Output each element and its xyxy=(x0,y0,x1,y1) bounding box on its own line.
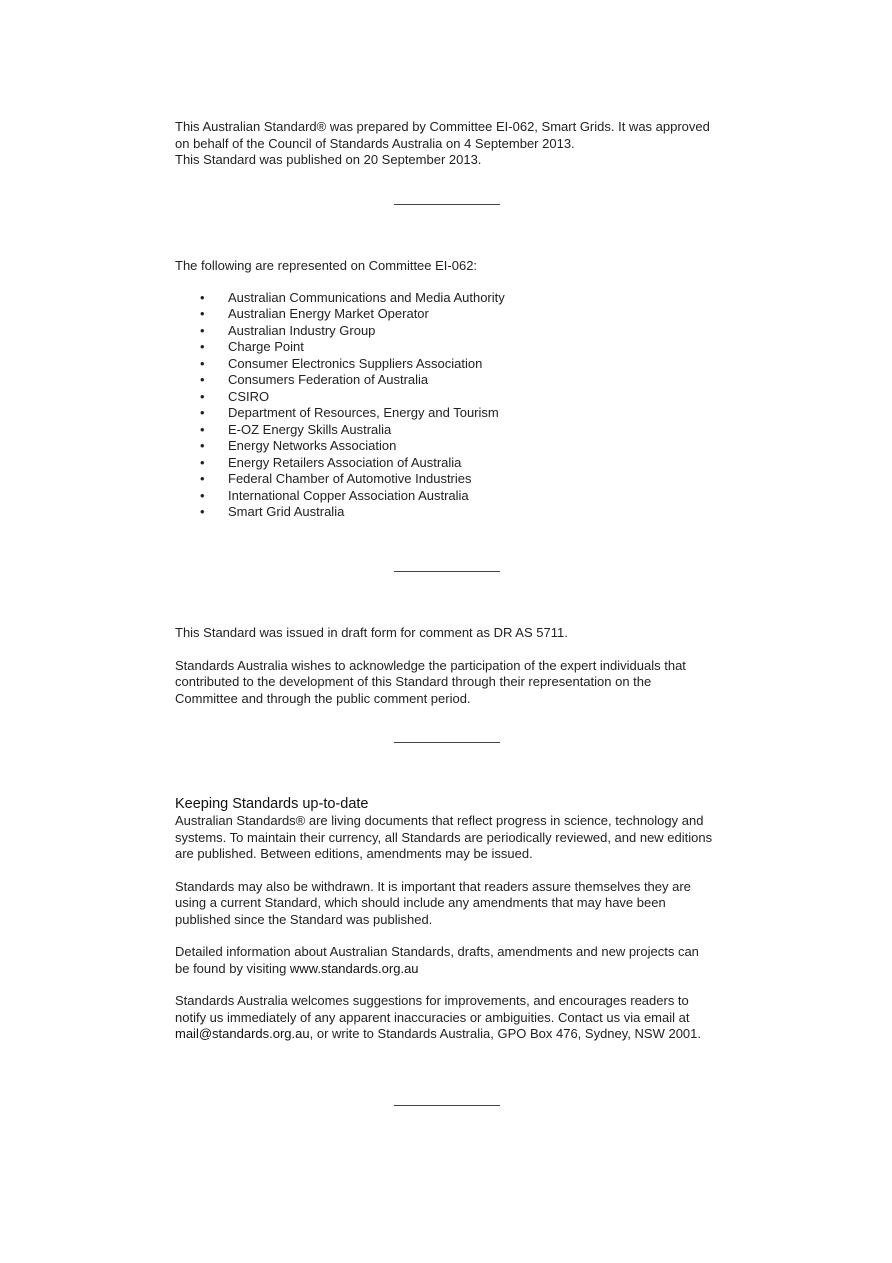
bullet-icon: • xyxy=(200,504,205,519)
section-heading: Keeping Standards up-to-date xyxy=(175,796,369,812)
committee-member-name: Federal Chamber of Automotive Industries xyxy=(228,471,472,486)
section-divider xyxy=(394,204,500,205)
committee-member-name: Smart Grid Australia xyxy=(228,504,345,519)
publication-line: This Standard was published on 20 September 2013. xyxy=(175,152,482,167)
committee-member-item xyxy=(175,290,735,307)
paragraph-line: systems. To maintain their currency, all Standards are periodically reviewed, and new editions xyxy=(175,829,713,845)
bullet-icon: • xyxy=(200,438,205,453)
committee-member-name: Charge Point xyxy=(228,339,304,354)
committee-member-list xyxy=(175,290,735,521)
committee-member-name: Australian Communications and Media Authority xyxy=(228,289,505,305)
paragraph-line: Detailed information about Australian Standards, drafts, amendments and new projects can xyxy=(175,944,699,959)
approval-line: on behalf of the Council of Standards Australia on 4 September 2013. xyxy=(175,135,575,151)
paragraph-line xyxy=(175,1026,735,1043)
paragraph-line: are published. Between editions, amendments may be issued. xyxy=(175,846,533,861)
committee-member-name: Australian Energy Market Operator xyxy=(228,306,429,321)
committee-member-name: CSIRO xyxy=(228,388,270,404)
committee-member-name: Consumers Federation of Australia xyxy=(228,372,429,387)
bullet-icon: • xyxy=(200,339,205,354)
bullet-icon: • xyxy=(200,388,205,404)
committee-member-name: Department of Resources, Energy and Tourism xyxy=(228,405,499,420)
bullet-icon: • xyxy=(200,405,205,420)
committee-member-item xyxy=(175,504,735,521)
paragraph-line: published since the Standard was published. xyxy=(175,911,433,927)
paragraph-line: Standards may also be withdrawn. It is important that readers assure themselves they are xyxy=(175,878,691,894)
committee-member-item xyxy=(175,306,735,323)
bullet-icon: • xyxy=(200,322,205,338)
bullet-icon: • xyxy=(200,355,205,371)
committee-member-name: Energy Networks Association xyxy=(228,438,397,453)
committee-member-name: Australian Industry Group xyxy=(228,322,376,338)
bullet-icon: • xyxy=(200,471,205,486)
section-divider xyxy=(394,1105,500,1106)
committee-member-item xyxy=(175,471,735,488)
committee-section xyxy=(175,258,735,521)
paragraph-line: notify us immediately of any apparent inaccuracies or ambiguities. Contact us via email at xyxy=(175,1009,690,1025)
bullet-icon: • xyxy=(200,487,205,503)
committee-member-item xyxy=(175,323,735,340)
bullet-icon: • xyxy=(200,372,205,387)
committee-intro: The following are represented on Committee EI-062: xyxy=(175,258,478,273)
committee-member-item xyxy=(175,405,735,422)
acknowledgement-line: Committee and through the public comment period. xyxy=(175,690,471,706)
acknowledgement-line: contributed to the development of this Standard through their representation on the xyxy=(175,674,652,689)
bullet-icon: • xyxy=(200,289,205,305)
committee-member-item xyxy=(175,438,735,455)
paragraph-text: be found by visiting xyxy=(175,960,290,976)
keeping-standards-section xyxy=(175,796,735,1043)
committee-member-item xyxy=(175,422,735,439)
approval-statement xyxy=(175,119,735,169)
committee-member-item xyxy=(175,356,735,373)
committee-member-item xyxy=(175,372,735,389)
committee-member-item xyxy=(175,488,735,505)
paragraph-line xyxy=(175,961,735,978)
paragraph-line: Australian Standards® are living documents that reflect progress in science, technology and xyxy=(175,813,704,828)
acknowledgement-line: Standards Australia wishes to acknowledge the participation of the expert individuals that xyxy=(175,657,686,673)
committee-member-item xyxy=(175,339,735,356)
committee-member-item xyxy=(175,455,735,472)
paragraph-line: using a current Standard, which should include any amendments that may have been xyxy=(175,895,666,910)
draft-section xyxy=(175,625,735,707)
committee-member-name: Energy Retailers Association of Australia xyxy=(228,454,462,470)
committee-member-name: International Copper Association Australia xyxy=(228,487,469,503)
bullet-icon: • xyxy=(200,306,205,321)
paragraph-text: , or write to Standards Australia, GPO Box 476, Sydney, NSW 2001. xyxy=(309,1026,701,1041)
paragraph-line: Standards Australia welcomes suggestions for improvements, and encourages readers to xyxy=(175,993,689,1008)
email-link[interactable]: mail@standards.org.au xyxy=(175,1026,310,1041)
bullet-icon: • xyxy=(200,454,205,470)
website-link[interactable]: www.standards.org.au xyxy=(289,960,419,976)
committee-member-name: Consumer Electronics Suppliers Association xyxy=(228,355,483,371)
approval-line: This Australian Standard® was prepared by Committee EI-062, Smart Grids. It was approved xyxy=(175,119,710,134)
section-divider xyxy=(394,742,500,743)
committee-member-name: E-OZ Energy Skills Australia xyxy=(228,421,392,437)
committee-member-item xyxy=(175,389,735,406)
section-divider xyxy=(394,571,500,572)
bullet-icon: • xyxy=(200,421,205,437)
draft-issued-text: This Standard was issued in draft form for comment as DR AS 5711. xyxy=(175,625,568,640)
